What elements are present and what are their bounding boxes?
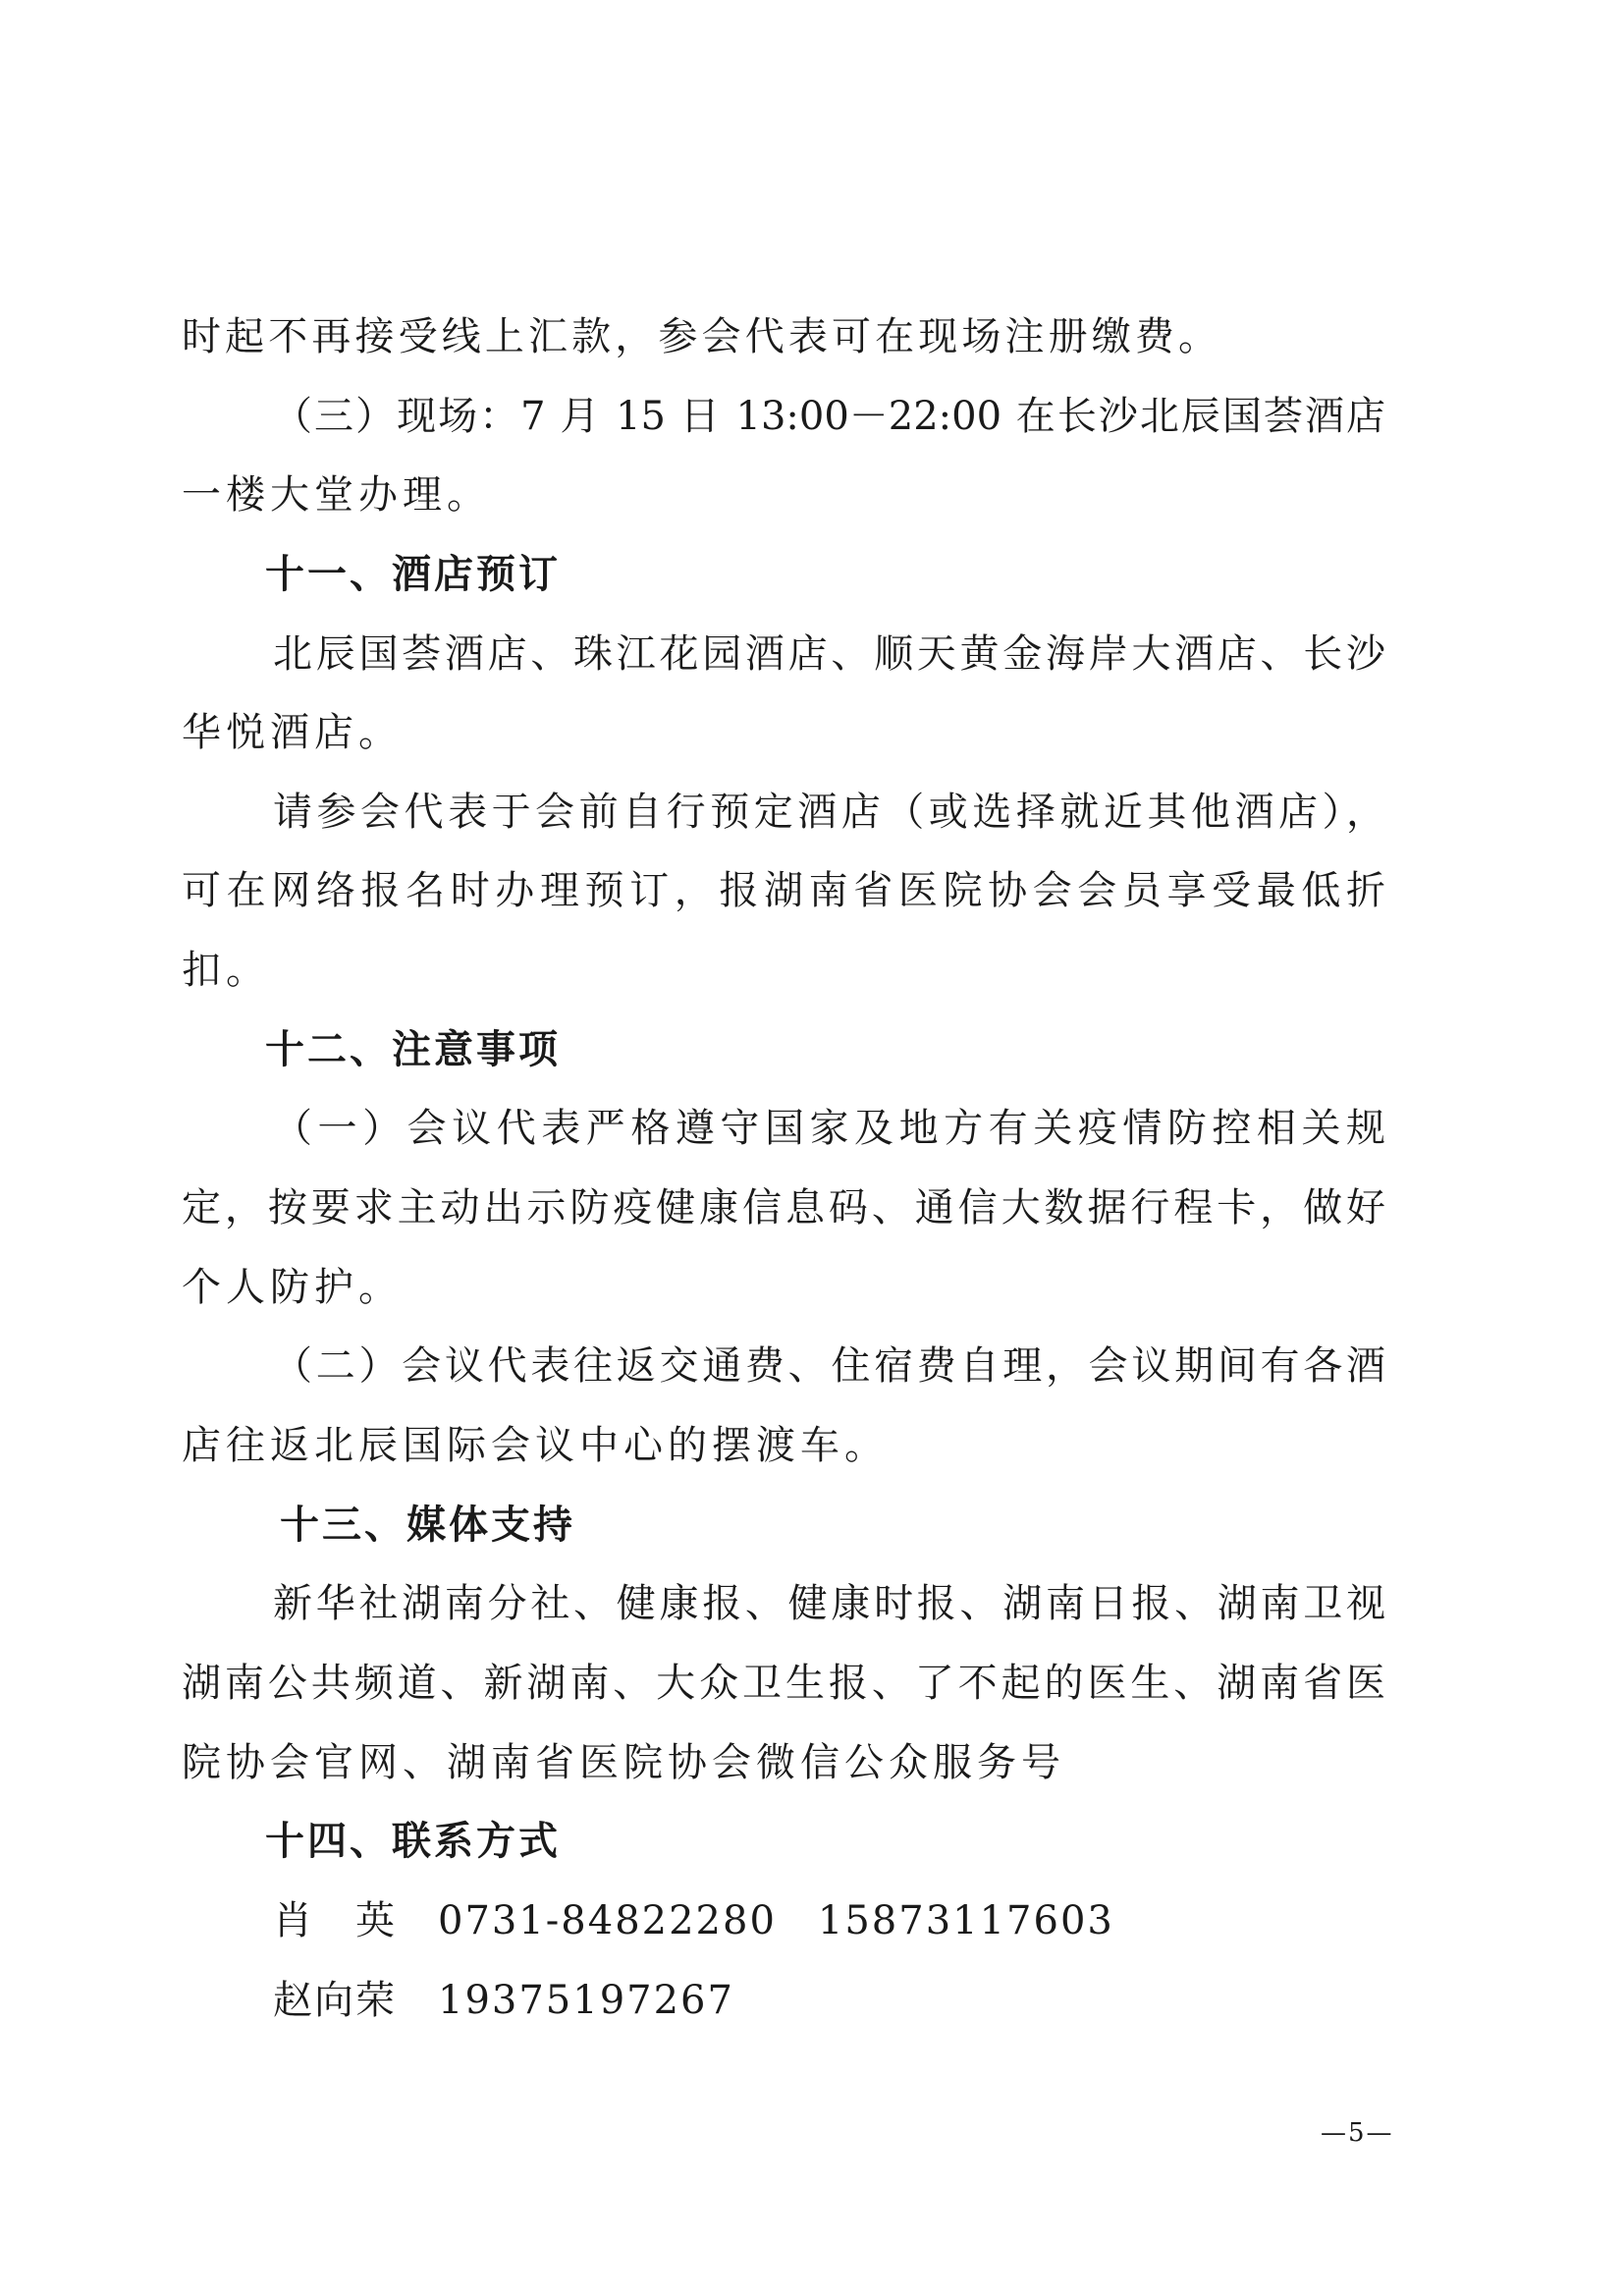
- paragraph-line: 请参会代表于会前自行预定酒店（或选择就近其他酒店），: [273, 790, 1385, 835]
- section-heading-14: 十四、联系方式: [265, 1819, 561, 1864]
- paragraph-line: 华悦酒店。: [182, 710, 403, 755]
- paragraph-line: 可在网络报名时办理预订，报湖南省医院协会会员享受最低折: [182, 868, 1385, 913]
- paragraph-line: 湖南公共频道、新湖南、大众卫生报、了不起的医生、湖南省医: [182, 1661, 1385, 1706]
- paragraph-line: 一楼大堂办理。: [182, 472, 491, 518]
- paragraph-line: 个人防护。: [182, 1265, 403, 1310]
- contact-line: 肖 英 0731-84822280 15873117603: [273, 1898, 1114, 1943]
- paragraph-line: 院协会官网、湖南省医院协会微信公众服务号: [182, 1740, 1065, 1785]
- contact-line: 赵向荣 19375197267: [273, 1978, 734, 2023]
- paragraph-line: 北辰国荟酒店、珠江花园酒店、顺天黄金海岸大酒店、长沙: [273, 631, 1385, 677]
- paragraph-line: （一）会议代表严格遵守国家及地方有关疫情防控相关规: [273, 1106, 1385, 1151]
- paragraph-line: 扣。: [182, 948, 270, 993]
- paragraph-line: （三）现场：7 月 15 日 13:00－22:00 在长沙北辰国荟酒店: [273, 394, 1385, 439]
- paragraph-line: 时起不再接受线上汇款，参会代表可在现场注册缴费。: [182, 314, 1218, 359]
- paragraph-line: 定，按要求主动出示防疫健康信息码、通信大数据行程卡，做好: [182, 1185, 1385, 1230]
- paragraph-line: 新华社湖南分社、健康报、健康时报、湖南日报、湖南卫视: [273, 1581, 1385, 1626]
- paragraph-line: 店往返北辰国际会议中心的摆渡车。: [182, 1423, 889, 1468]
- section-heading-12: 十二、注意事项: [265, 1027, 561, 1072]
- paragraph-line: （二）会议代表往返交通费、住宿费自理，会议期间有各酒: [273, 1343, 1385, 1389]
- section-heading-13: 十三、媒体支持: [280, 1503, 575, 1548]
- page-number: —5—: [1321, 2118, 1394, 2148]
- section-heading-11: 十一、酒店预订: [265, 552, 561, 597]
